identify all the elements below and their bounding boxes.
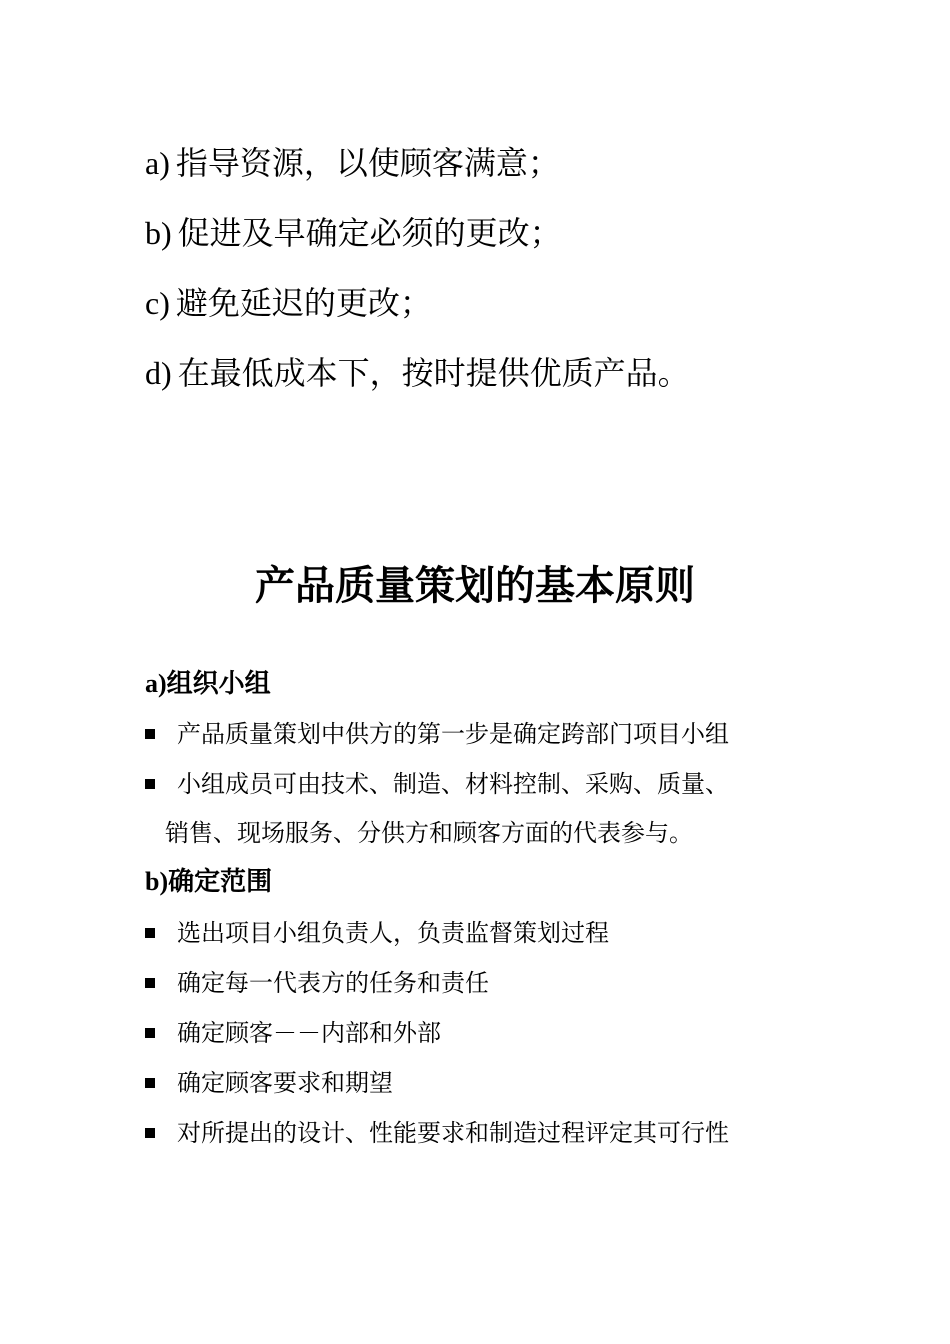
bullet-item [145,1116,729,1150]
intro-text: 指导资源，以使顾客满意； [175,144,560,182]
intro-marker: a) [145,145,170,181]
square-bullet-icon [145,928,155,938]
section-title: 产品质量策划的基本原则 [255,562,695,609]
bullet-item [145,717,729,751]
bullet-item [145,966,489,1000]
bullet-text: 确定每一代表方的任务和责任 [177,969,489,997]
bullet-text: 确定顾客要求和期望 [177,1069,393,1097]
intro-item [145,268,865,338]
bullet-text: 选出项目小组负责人，负责监督策划过程 [177,919,609,947]
bullet-continuation: 销售、现场服务、分供方和顾客方面的代表参与。 [165,819,693,847]
intro-text: 促进及早确定必须的更改； [177,214,562,252]
square-bullet-icon [145,1078,155,1088]
sub-heading-marker: b) [145,867,169,896]
sub-heading-text: 确定范围 [168,867,273,897]
bullet-text: 对所提出的设计、性能要求和制造过程评定其可行性 [177,1119,729,1147]
square-bullet-icon [145,1128,155,1138]
intro-marker: c) [145,285,170,321]
intro-item [145,128,865,198]
bullet-item [145,916,609,950]
intro-list [145,128,865,408]
intro-marker: b) [145,215,172,251]
sub-heading-b [145,864,272,900]
square-bullet-icon [145,729,155,739]
bullet-item [145,1066,393,1100]
intro-text: 避免延迟的更改； [175,284,432,322]
intro-marker: d) [145,355,172,391]
bullet-text: 确定顾客－－内部和外部 [177,1019,441,1047]
sub-heading-text: 组织小组 [166,669,271,699]
intro-item [145,338,865,408]
intro-text: 在最低成本下，按时提供优质产品。 [177,354,690,392]
bullet-text: 产品质量策划中供方的第一步是确定跨部门项目小组 [177,720,729,748]
square-bullet-icon [145,1028,155,1038]
intro-item [145,198,865,268]
bullet-item [145,767,729,801]
sub-heading-a [145,666,271,702]
square-bullet-icon [145,978,155,988]
sub-heading-marker: a) [145,669,167,698]
bullet-item [145,1016,441,1050]
square-bullet-icon [145,779,155,789]
bullet-text: 小组成员可由技术、制造、材料控制、采购、质量、 [177,770,729,798]
